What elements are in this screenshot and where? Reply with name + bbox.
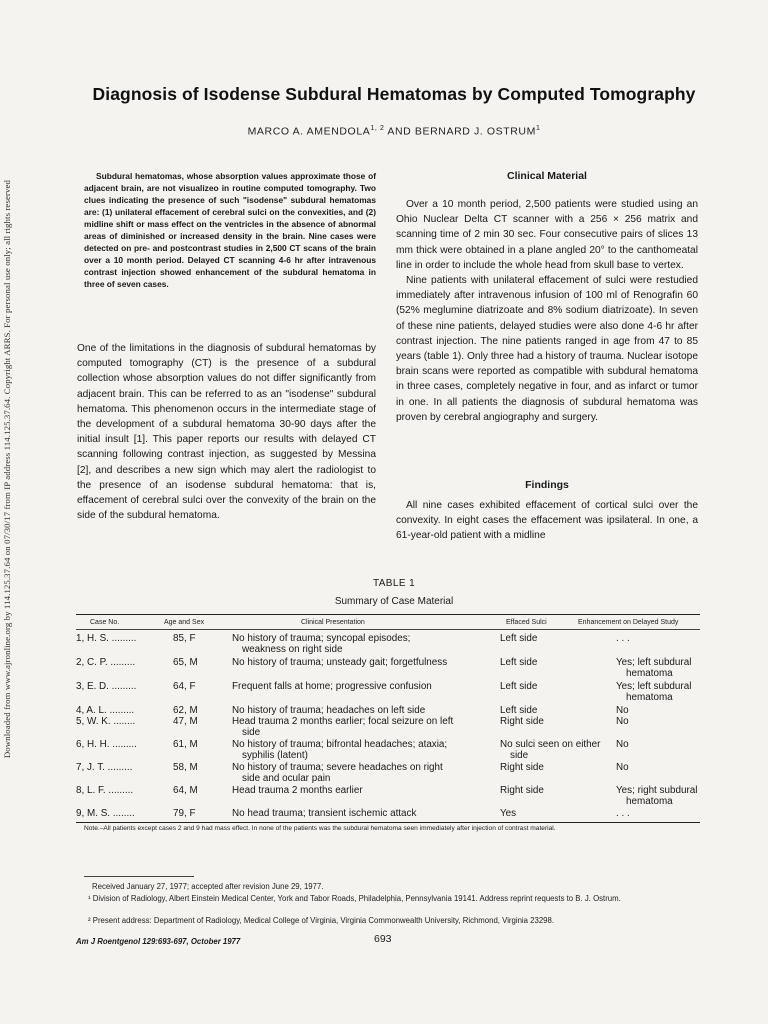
- author-conjunction: AND: [384, 125, 415, 138]
- journal-citation: Am J Roentgenol 129:693-697, October 1977: [76, 937, 241, 946]
- cell-enhance: Yes; left subdural hematoma: [616, 657, 692, 679]
- cell-clinical: Frequent falls at home; progressive confusion: [232, 681, 432, 692]
- cell-case: 5, W. K. ........: [76, 716, 136, 727]
- cell-clinical: Head trauma 2 months earlier; focal seizure on left side: [232, 716, 454, 738]
- cell-clinical: No history of trauma; unsteady gait; forgetfulness: [232, 657, 448, 668]
- footnote-affiliation-1: ¹ Division of Radiology, Albert Einstein Medical Center, York and Tabor Roads, Philadelphia, Pennsylvania 19141. Address reprint requests to B. J. Ostrum.: [88, 894, 621, 903]
- cell-sulci: Left side: [500, 681, 538, 692]
- article-authors: [60, 125, 728, 138]
- header-case-no: Case No.: [90, 619, 120, 626]
- cell-sulci: Yes: [500, 808, 517, 819]
- cell-sulci: Right side: [500, 785, 544, 796]
- cell-clinical: No history of trauma; syncopal episodes; weakness on right side: [232, 633, 411, 655]
- cell-clinical: No history of trauma; severe headaches on right side and ocular pain: [232, 762, 443, 784]
- cell-clinical: Head trauma 2 months earlier: [232, 785, 363, 796]
- cell-age-sex: 65, M: [173, 657, 198, 668]
- cell-enhance: Yes; right subdural hematoma: [616, 785, 698, 807]
- findings-paragraph-1: All nine cases exhibited effacement of cortical sulci over the convexity. In eight cases the effacement was ipsilateral. In one, a 61-year-old patient with a midline: [396, 500, 698, 542]
- cell-enhance: Yes; left subdural hematoma: [616, 681, 692, 703]
- cell-case: 8, L. F. .........: [76, 785, 134, 796]
- intro-paragraph: One of the limitations in the diagnosis of subdural hematomas by computed tomography (CT) is the presence of a subdural collection whose absorption values do not differ significantly from adjacent brain. This can be referred to as an "isodense" subdural hematoma. This phenomenon occurs in the intermediate stage of the development of a subdural hematoma 30-90 days after the initial insult [1]. This paper reports our results with delayed CT scanning following contrast injection, as suggested by Messina [2], and describes a new sign which may alert the radiologist to the presence of an isodense subdural hematoma: that is, effacement of cerebral sulci over the convexity of the brain on the side of the subdural hematoma.: [77, 343, 376, 522]
- table-note: Note.–All patients except cases 2 and 9 had mass effect. In none of the patients was the subdural hematoma seen immediately after injection of contrast material.: [84, 825, 556, 832]
- cell-sulci: Left side: [500, 633, 538, 644]
- cell-age-sex: 85, F: [173, 633, 196, 644]
- author-1: MARCO A. AMENDOLA: [247, 125, 371, 138]
- clinical-paragraph-1: Over a 10 month period, 2,500 patients were studied using an Ohio Nuclear Delta CT scanner with a 256 × 256 matrix and scanning time of 2 min 30 sec. Four consecutive pairs of slices 13 mm thick were obtained in a plane angled 20° to the canthomeatal line in order to include the whole head from skull base to vertex.: [396, 199, 698, 271]
- table-label: TABLE 1: [372, 578, 416, 589]
- footnote-affiliation-2: ² Present address: Department of Radiology, Medical College of Virginia, Virginia Commonwealth University, Richmond, Virginia 23298.: [88, 916, 555, 925]
- cell-sulci: Right side: [500, 716, 544, 727]
- cell-sulci: Left side: [500, 705, 538, 716]
- cell-case: 9, M. S. ........: [76, 808, 135, 819]
- section-heading-findings: Findings: [525, 479, 569, 491]
- cell-age-sex: 79, F: [173, 808, 196, 819]
- cell-enhance: . . .: [616, 808, 630, 819]
- cell-clinical: No history of trauma; bifrontal headaches; ataxia; syphilis (latent): [232, 739, 448, 761]
- cell-case: 2, C. P. .........: [76, 657, 136, 668]
- header-clinical-presentation: Clinical Presentation: [301, 619, 365, 626]
- cell-age-sex: 64, M: [173, 785, 198, 796]
- download-notice-margin: [0, 180, 14, 840]
- table-top-rule: [76, 614, 700, 615]
- cell-case: 1, H. S. .........: [76, 633, 137, 644]
- cell-enhance: . . .: [616, 633, 630, 644]
- author-2: BERNARD J. OSTRUM: [414, 125, 536, 138]
- cell-sulci: No sulci seen on either side: [500, 739, 601, 761]
- table-bottom-rule: [76, 822, 700, 823]
- cell-age-sex: 47, M: [173, 716, 198, 727]
- table-header-rule: [76, 629, 700, 630]
- download-notice: Downloaded from www.ajronline.org by 114.125.37.64 on 07/30/17 from IP address 114.125.37.64. Copyright ARRS. For personal use only; all rights reserved: [2, 180, 12, 759]
- cell-case: 4, A. L. .........: [76, 705, 135, 716]
- author-2-affiliation-marks: 1: [535, 125, 541, 132]
- cell-clinical: No history of trauma; headaches on left side: [232, 705, 426, 716]
- footnote-rule: [84, 876, 194, 877]
- cell-age-sex: 61, M: [173, 739, 198, 750]
- table-caption: Summary of Case Material: [334, 596, 454, 607]
- cell-enhance: No: [616, 716, 629, 727]
- cell-sulci: Right side: [500, 762, 544, 773]
- clinical-paragraph-2: Nine patients with unilateral effacement of sulci were restudied immediately after intravenous infusion of 100 ml of Renografin 60 (52% meglumine diatrizoate and 8% sodium diatrizoate). In seven of these nine patients, delayed studies were also done 4-6 hr after contrast injection. The nine patients ranged in age from 47 to 85 years (table 1). Only three had a history of trauma. Nuclear isotope brain scans were reported as compatible with subdural hematoma in three cases, completely negative in four, and as infarct or tumor in one. In all patients the diagnosis of subdural hematoma was proven by cerebral angiography and surgery.: [396, 275, 698, 423]
- cell-clinical: No head trauma; transient ischemic attack: [232, 808, 417, 819]
- header-effaced-sulci: Effaced Sulci: [506, 619, 547, 626]
- page-number: 693: [374, 933, 392, 945]
- section-heading-clinical-material: Clinical Material: [507, 170, 587, 182]
- cell-case: 3, E. D. .........: [76, 681, 137, 692]
- cell-sulci: Left side: [500, 657, 538, 668]
- cell-case: 6, H. H. .........: [76, 739, 137, 750]
- cell-age-sex: 62, M: [173, 705, 198, 716]
- cell-enhance: No: [616, 705, 629, 716]
- article-title: Diagnosis of Isodense Subdural Hematomas by Computed Tomography: [92, 84, 696, 104]
- header-enhancement: Enhancement on Delayed Study: [578, 619, 679, 626]
- abstract: Subdural hematomas, whose absorption values approximate those of adjacent brain, are not visualizeo in routine computed tomography. Two clues indicating the presence of such "isodense" subdural hematomas are: (1) unilateral effacement of cerebral sulci on the convexities, and (2) midline shift or mass effect on the ventricles in the absence of abnormal areas of diminished or increased density in the brain. Nine cases were detected on pre- and postcontrast studies in 2,500 CT scans of the brain over a 10 month period. Delayed CT scanning 4-6 hr after intravenous contrast injection showed enhancement of the subdural hematoma in three of seven cases.: [84, 171, 376, 289]
- footnote-received: Received January 27, 1977; accepted after revision June 29, 1977.: [92, 882, 324, 891]
- cell-enhance: No: [616, 739, 629, 750]
- cell-case: 7, J. T. .........: [76, 762, 133, 773]
- cell-enhance: No: [616, 762, 629, 773]
- cell-age-sex: 64, F: [173, 681, 196, 692]
- cell-age-sex: 58, M: [173, 762, 198, 773]
- header-age-sex: Age and Sex: [164, 619, 205, 626]
- author-1-affiliation-marks: 1, 2: [370, 125, 385, 132]
